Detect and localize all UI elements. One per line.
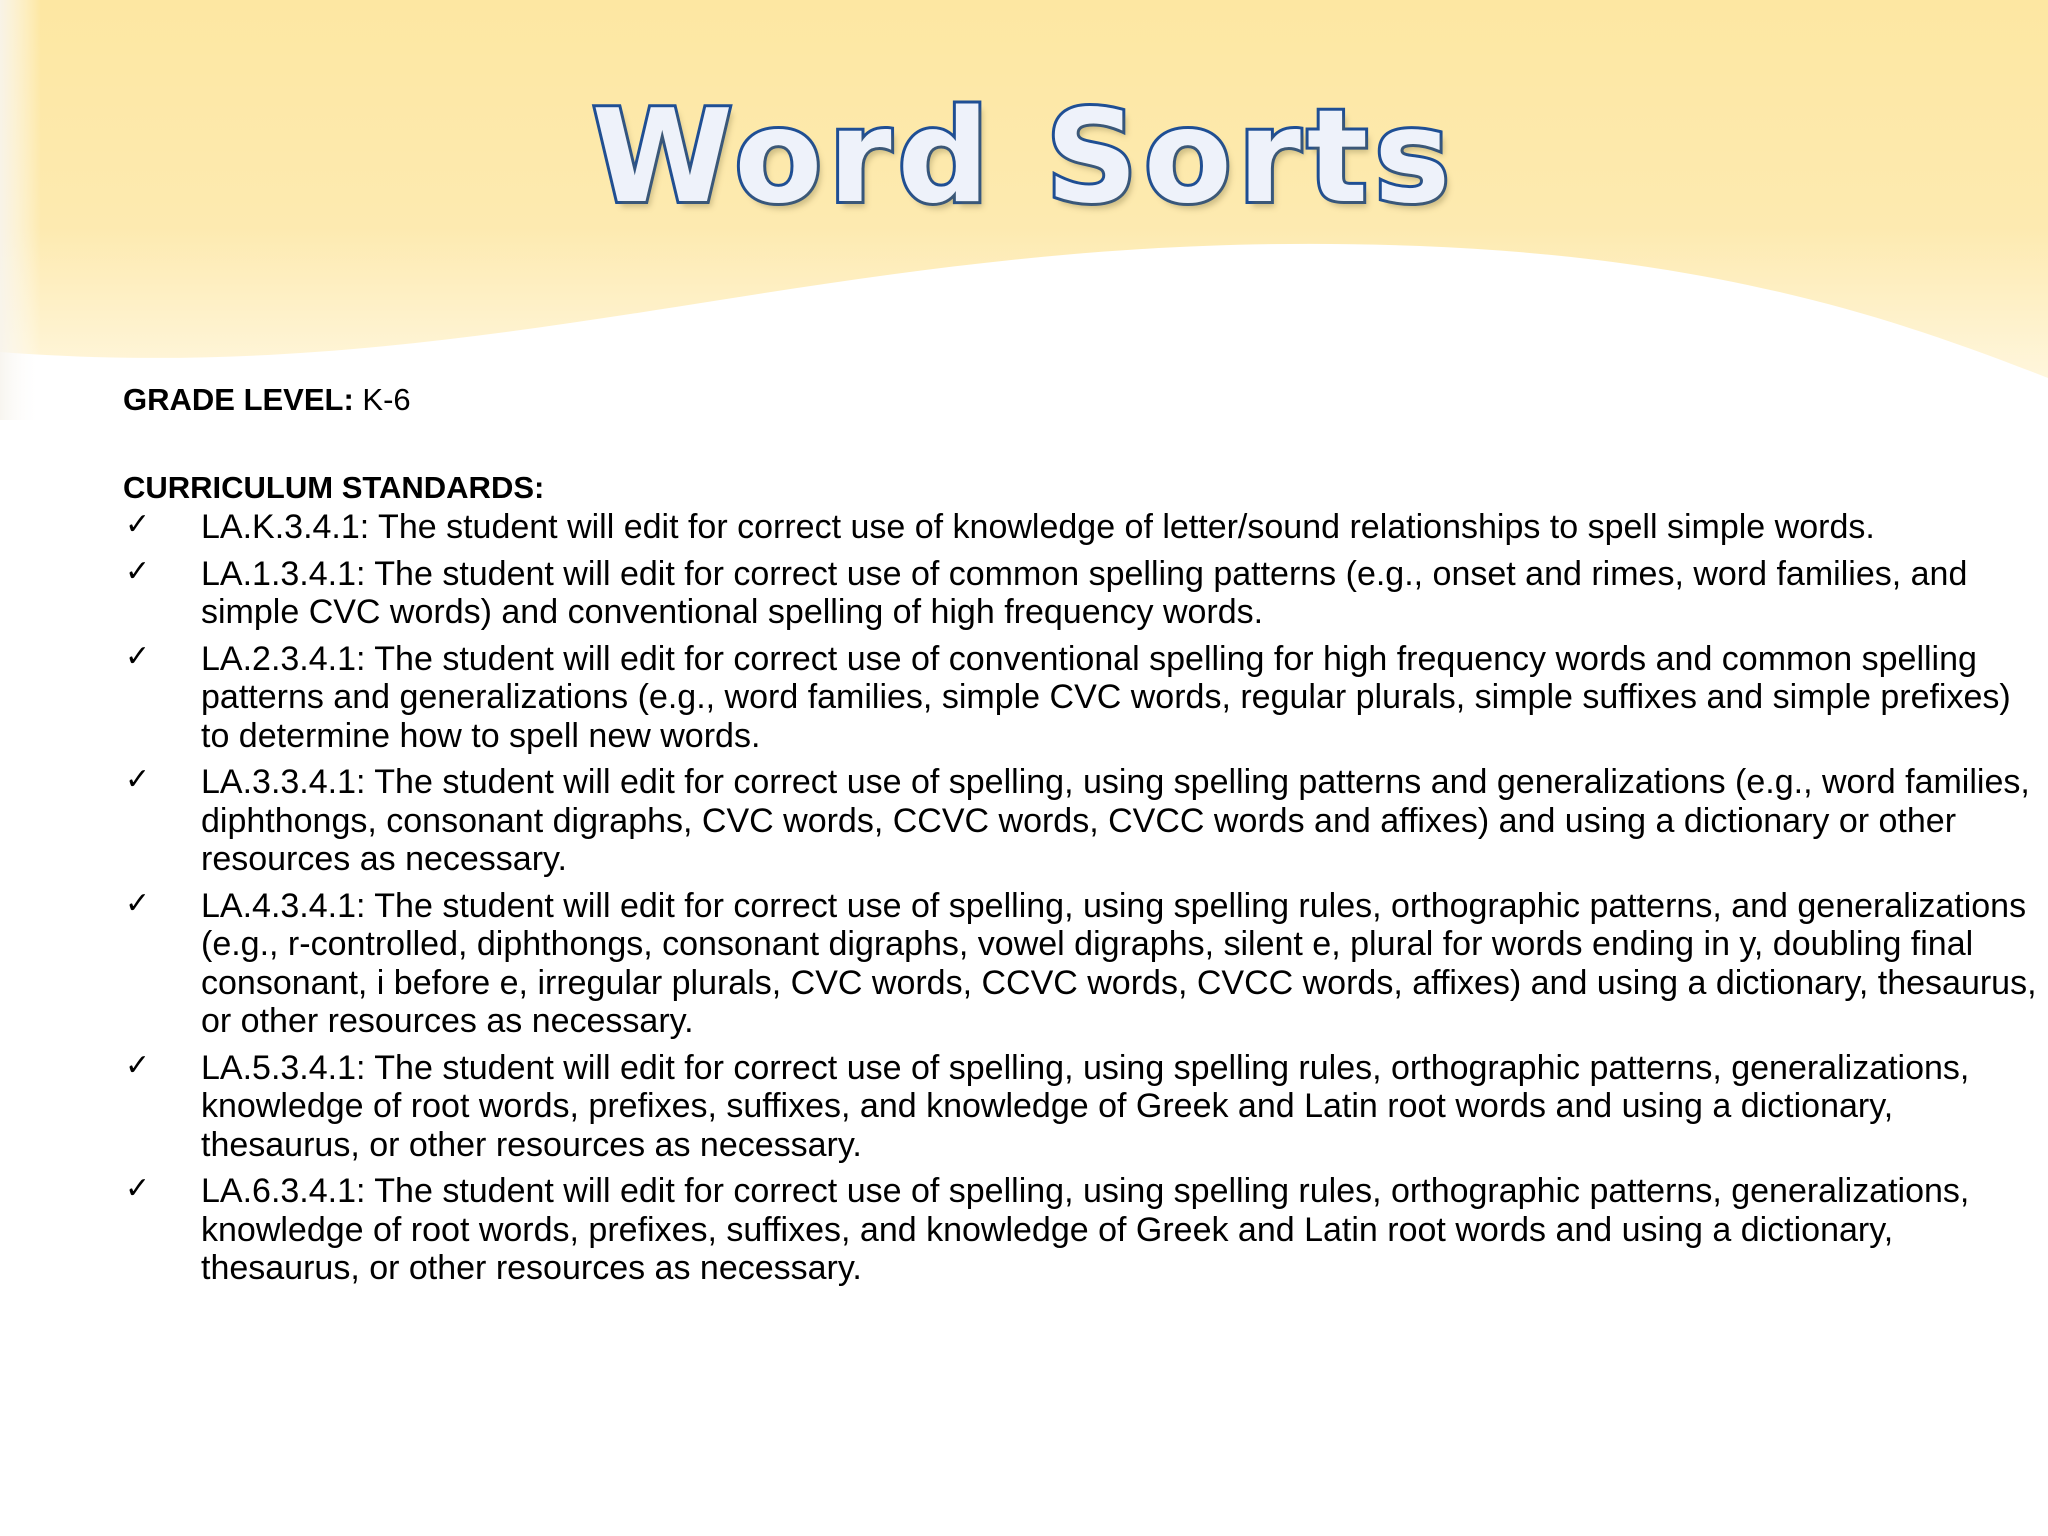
standard-text: LA.5.3.4.1: The student will edit for correct use of spelling, using spelling rules, orthographic patterns, generalizations, knowledge of root words, prefixes, suffixes, and knowledge of Greek and Latin root words and using a dictionary, thesaurus, or other resources as necessary. <box>201 1048 1970 1164</box>
slide-title: Word Sorts <box>591 83 1457 232</box>
standard-item <box>123 887 2041 1041</box>
check-mark-icon: ✓ <box>125 638 151 674</box>
standard-item <box>123 1049 2041 1165</box>
check-mark-icon: ✓ <box>125 762 151 797</box>
curriculum-standards-heading: CURRICULUM STANDARDS: <box>123 470 545 505</box>
standard-text: LA.K.3.4.1: The student will edit for correct use of knowledge of letter/sound relationships to spell simple words. <box>201 508 1875 546</box>
check-mark-icon: ✓ <box>125 553 151 589</box>
standard-item <box>123 555 2041 632</box>
grade-level-label: GRADE LEVEL: <box>123 382 354 417</box>
standard-item <box>123 640 2041 756</box>
standard-item <box>123 1172 2041 1288</box>
grade-level-value: K-6 <box>362 382 411 417</box>
standard-text: LA.2.3.4.1: The student will edit for correct use of conventional spelling for high frequency words and common spelling patterns and generalizations (e.g., word families, simple CVC words, regular plurals, simple suffixes and simple prefixes) to determine how to spell new words. <box>201 639 2011 755</box>
check-mark-icon: ✓ <box>125 1171 151 1206</box>
standards-list <box>123 507 2037 1288</box>
grade-level <box>123 380 1923 420</box>
check-mark-icon: ✓ <box>125 885 151 921</box>
standard-text: LA.6.3.4.1: The student will edit for correct use of spelling, using spelling rules, orthographic patterns, generalizations, knowledge of root words, prefixes, suffixes, and knowledge of Greek and Latin root words and using a dictionary, thesaurus, or other resources as necessary. <box>201 1172 1970 1287</box>
standard-text: LA.4.3.4.1: The student will edit for correct use of spelling, using spelling rules, orthographic patterns, and generalizations (e.g., r-controlled, diphthongs, consonant digraphs, vowel digraphs, silent e, plural for words ending in y, doubling final consonant, i before e, irregular plurals, CVC words, CCVC words, CVCC words, affixes) and using a dictionary, thesaurus, or other resources as necessary. <box>201 886 2037 1040</box>
check-mark-icon: ✓ <box>125 507 151 542</box>
standard-text: LA.1.3.4.1: The student will edit for correct use of common spelling patterns (e.g., onset and rimes, word families, and simple CVC words) and conventional spelling of high frequency words. <box>201 554 1968 631</box>
standard-item <box>123 763 2041 879</box>
slide-body <box>123 380 2037 1296</box>
standard-text: LA.3.3.4.1: The student will edit for correct use of spelling, using spelling patterns and generalizations (e.g., word families, diphthongs, consonant digraphs, CVC words, CCVC words, CVCC words and affixes) and using a dictionary or other resources as necessary. <box>201 763 2030 878</box>
standard-item <box>123 508 2041 547</box>
check-mark-icon: ✓ <box>125 1047 151 1083</box>
